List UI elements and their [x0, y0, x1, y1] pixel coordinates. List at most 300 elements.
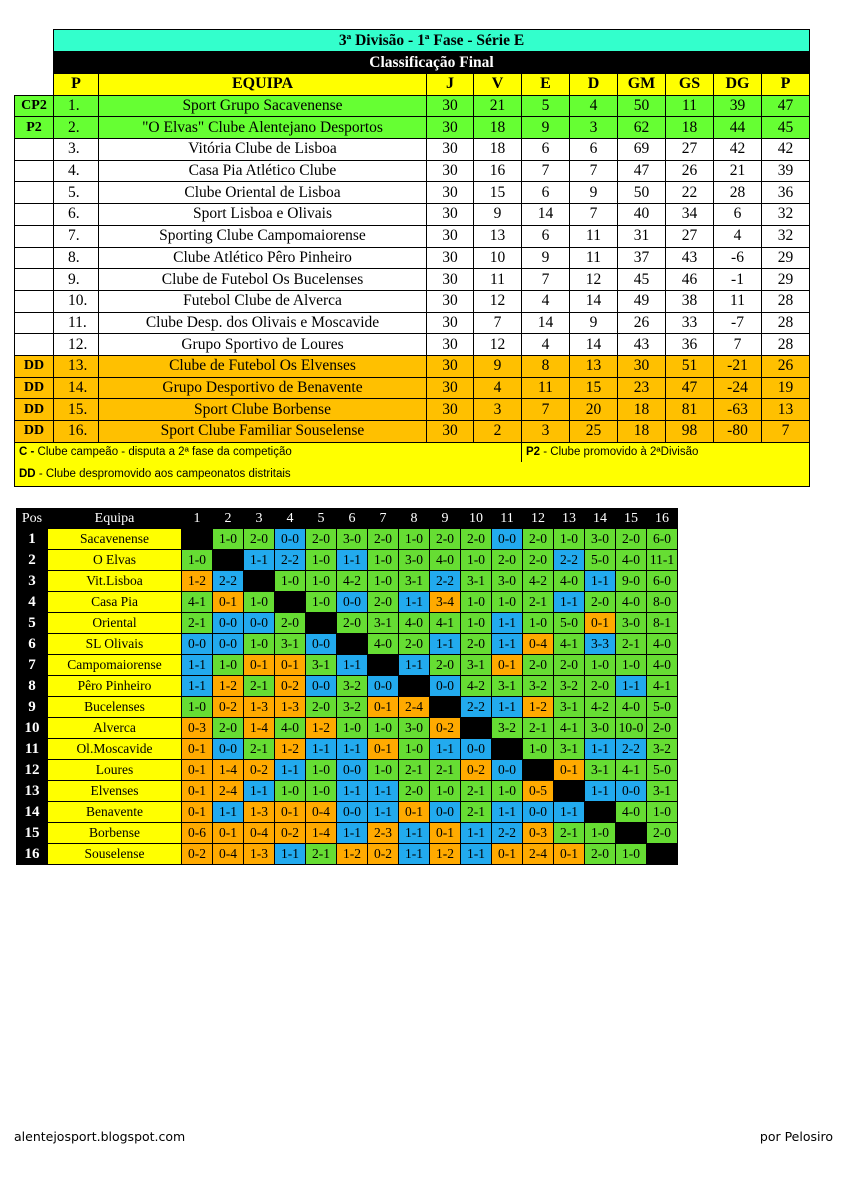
row-draws: 4 [522, 334, 570, 356]
row-goals-for: 50 [618, 95, 666, 117]
result-cell: 1-1 [585, 781, 616, 802]
result-cell: 1-1 [275, 844, 306, 865]
row-losses: 13 [570, 355, 618, 377]
matrix-row-number: 2 [17, 550, 48, 571]
row-goal-diff: -24 [714, 377, 762, 399]
status-tag [15, 160, 54, 182]
row-losses: 7 [570, 160, 618, 182]
status-tag [15, 247, 54, 269]
row-goals-against: 27 [666, 139, 714, 161]
result-cell: 1-1 [461, 823, 492, 844]
row-goals-for: 40 [618, 204, 666, 226]
result-cell: 2-0 [244, 529, 275, 550]
row-games: 30 [427, 95, 474, 117]
matrix-row-number: 10 [17, 718, 48, 739]
result-cell [182, 529, 213, 550]
result-cell: 0-1 [275, 802, 306, 823]
result-cell: 2-0 [430, 655, 461, 676]
result-cell: 0-1 [213, 823, 244, 844]
status-tag [15, 182, 54, 204]
row-position: 16. [54, 421, 99, 443]
row-goals-for: 26 [618, 312, 666, 334]
status-tag [15, 269, 54, 291]
row-points: 32 [762, 204, 810, 226]
result-cell: 1-1 [585, 739, 616, 760]
result-cell: 2-0 [616, 529, 647, 550]
result-cell: 0-1 [554, 760, 585, 781]
result-cell: 0-0 [213, 634, 244, 655]
result-cell [275, 592, 306, 613]
row-points: 28 [762, 334, 810, 356]
result-cell: 0-0 [337, 592, 368, 613]
result-cell: 3-0 [492, 571, 523, 592]
result-cell: 2-1 [461, 802, 492, 823]
standings-row [15, 377, 810, 399]
matrix-col-header: 8 [399, 509, 430, 529]
header-wins: V [474, 74, 522, 96]
row-team: Clube de Futebol Os Elvenses [99, 355, 427, 377]
result-cell: 2-2 [430, 571, 461, 592]
matrix-row [17, 802, 678, 823]
result-cell [492, 739, 523, 760]
result-cell: 2-2 [616, 739, 647, 760]
legend-dd-text: - Clube despromovido aos campeonatos distritais [38, 467, 291, 480]
row-goals-for: 23 [618, 377, 666, 399]
row-goal-diff: -80 [714, 421, 762, 443]
result-cell: 1-1 [554, 592, 585, 613]
header-team: EQUIPA [99, 74, 427, 96]
matrix-team-name: Elvenses [48, 781, 182, 802]
result-cell: 4-0 [647, 634, 678, 655]
result-cell: 0-2 [182, 844, 213, 865]
result-cell: 2-0 [523, 550, 554, 571]
result-cell: 3-0 [399, 718, 430, 739]
row-goals-for: 18 [618, 421, 666, 443]
row-wins: 9 [474, 204, 522, 226]
row-team: Sport Lisboa e Olivais [99, 204, 427, 226]
result-cell: 0-4 [213, 844, 244, 865]
result-cell: 1-1 [399, 844, 430, 865]
result-cell: 1-2 [306, 718, 337, 739]
matrix-team-name: Loures [48, 760, 182, 781]
result-cell: 2-1 [430, 760, 461, 781]
result-cell: 2-0 [337, 613, 368, 634]
result-cell: 1-0 [306, 592, 337, 613]
result-cell: 6-0 [647, 571, 678, 592]
result-cell: 1-1 [585, 571, 616, 592]
result-cell: 1-1 [244, 781, 275, 802]
matrix-pos-header: Pos [17, 509, 48, 529]
header-goals-against: GS [666, 74, 714, 96]
row-team: "O Elvas" Clube Alentejano Desportos [99, 117, 427, 139]
row-goals-against: 11 [666, 95, 714, 117]
row-goals-for: 31 [618, 225, 666, 247]
row-draws: 7 [522, 399, 570, 421]
result-cell: 3-2 [647, 739, 678, 760]
result-cell: 1-1 [430, 634, 461, 655]
result-cell: 0-0 [616, 781, 647, 802]
result-cell: 4-0 [275, 718, 306, 739]
matrix-row-number: 13 [17, 781, 48, 802]
row-draws: 3 [522, 421, 570, 443]
result-cell: 2-0 [585, 844, 616, 865]
standings-row [15, 290, 810, 312]
result-cell: 2-1 [523, 592, 554, 613]
result-cell: 1-3 [275, 697, 306, 718]
result-cell: 1-1 [213, 802, 244, 823]
result-cell: 2-4 [523, 844, 554, 865]
result-cell: 2-2 [554, 550, 585, 571]
row-team: Sporting Clube Campomaiorense [99, 225, 427, 247]
row-goals-for: 69 [618, 139, 666, 161]
row-games: 30 [427, 421, 474, 443]
legend-relegated [15, 462, 810, 486]
result-cell: 0-1 [430, 823, 461, 844]
result-cell: 3-1 [461, 571, 492, 592]
matrix-row [17, 592, 678, 613]
row-position: 1. [54, 95, 99, 117]
matrix-team-header: Equipa [48, 509, 182, 529]
matrix-row-number: 5 [17, 613, 48, 634]
result-cell: 5-0 [647, 760, 678, 781]
row-games: 30 [427, 334, 474, 356]
matrix-col-header: 5 [306, 509, 337, 529]
matrix-col-header: 13 [554, 509, 585, 529]
result-cell: 0-1 [182, 802, 213, 823]
result-cell: 1-0 [182, 550, 213, 571]
result-cell: 4-0 [554, 571, 585, 592]
result-cell: 2-0 [306, 529, 337, 550]
row-draws: 6 [522, 225, 570, 247]
row-draws: 11 [522, 377, 570, 399]
row-wins: 2 [474, 421, 522, 443]
result-cell: 0-2 [461, 760, 492, 781]
status-tag: DD [15, 399, 54, 421]
result-cell: 4-0 [647, 655, 678, 676]
result-cell: 0-0 [430, 676, 461, 697]
row-wins: 7 [474, 312, 522, 334]
matrix-team-name: Alverca [48, 718, 182, 739]
result-cell: 3-0 [616, 613, 647, 634]
result-cell: 4-1 [616, 760, 647, 781]
row-games: 30 [427, 182, 474, 204]
result-cell: 3-3 [585, 634, 616, 655]
row-goal-diff: 28 [714, 182, 762, 204]
result-cell: 1-3 [244, 844, 275, 865]
result-cell: 0-5 [523, 781, 554, 802]
row-draws: 6 [522, 139, 570, 161]
row-position: 12. [54, 334, 99, 356]
result-cell: 1-0 [523, 739, 554, 760]
row-team: Clube de Futebol Os Bucelenses [99, 269, 427, 291]
row-losses: 14 [570, 290, 618, 312]
result-cell [244, 571, 275, 592]
row-losses: 11 [570, 247, 618, 269]
result-cell: 5-0 [647, 697, 678, 718]
result-cell: 1-1 [337, 655, 368, 676]
row-points: 7 [762, 421, 810, 443]
row-games: 30 [427, 139, 474, 161]
header-goals-for: GM [618, 74, 666, 96]
matrix-row-number: 6 [17, 634, 48, 655]
result-cell [213, 550, 244, 571]
row-wins: 13 [474, 225, 522, 247]
result-cell: 4-1 [182, 592, 213, 613]
row-games: 30 [427, 117, 474, 139]
result-cell: 0-1 [213, 592, 244, 613]
result-cell: 1-1 [461, 844, 492, 865]
row-losses: 9 [570, 312, 618, 334]
result-cell: 4-2 [337, 571, 368, 592]
row-team: Clube Oriental de Lisboa [99, 182, 427, 204]
result-cell: 1-0 [616, 655, 647, 676]
result-cell: 1-2 [337, 844, 368, 865]
standings-row [15, 95, 810, 117]
result-cell: 2-0 [492, 550, 523, 571]
matrix-row-number: 7 [17, 655, 48, 676]
status-tag: CP2 [15, 95, 54, 117]
result-cell: 2-0 [554, 655, 585, 676]
result-cell: 4-1 [554, 718, 585, 739]
standings-row [15, 225, 810, 247]
result-cell: 2-2 [275, 550, 306, 571]
result-cell: 1-0 [523, 613, 554, 634]
result-cell: 1-0 [244, 634, 275, 655]
matrix-team-name: Sacavenense [48, 529, 182, 550]
row-points: 28 [762, 290, 810, 312]
result-cell [337, 634, 368, 655]
result-cell: 1-0 [213, 655, 244, 676]
table-title: 3ª Divisão - 1ª Fase - Série E [54, 30, 810, 52]
matrix-row-number: 12 [17, 760, 48, 781]
result-cell: 1-1 [244, 550, 275, 571]
row-team: Futebol Clube de Alverca [99, 290, 427, 312]
row-wins: 3 [474, 399, 522, 421]
matrix-row-number: 4 [17, 592, 48, 613]
result-cell: 2-4 [213, 781, 244, 802]
result-cell: 2-0 [275, 613, 306, 634]
matrix-team-name: Souselense [48, 844, 182, 865]
result-cell: 0-1 [368, 739, 399, 760]
result-cell: 4-0 [368, 634, 399, 655]
result-cell: 1-1 [492, 613, 523, 634]
row-games: 30 [427, 247, 474, 269]
row-goals-against: 27 [666, 225, 714, 247]
row-position: 13. [54, 355, 99, 377]
result-cell: 2-0 [399, 634, 430, 655]
result-cell: 2-0 [213, 718, 244, 739]
result-cell: 0-0 [244, 613, 275, 634]
result-cell: 3-1 [399, 571, 430, 592]
matrix-team-name: Bucelenses [48, 697, 182, 718]
row-points: 45 [762, 117, 810, 139]
row-points: 32 [762, 225, 810, 247]
row-goals-for: 30 [618, 355, 666, 377]
result-cell: 2-0 [368, 529, 399, 550]
matrix-team-name: Campomaiorense [48, 655, 182, 676]
result-cell: 9-0 [616, 571, 647, 592]
result-cell: 1-0 [585, 655, 616, 676]
row-team: Clube Atlético Pêro Pinheiro [99, 247, 427, 269]
row-wins: 12 [474, 290, 522, 312]
matrix-row-number: 11 [17, 739, 48, 760]
result-cell: 5-0 [585, 550, 616, 571]
result-cell: 2-0 [461, 634, 492, 655]
results-matrix [16, 508, 678, 865]
result-cell: 0-0 [182, 634, 213, 655]
legend-p2-text: - Clube promovido à 2ªDivisão [543, 446, 699, 459]
matrix-col-header: 1 [182, 509, 213, 529]
row-team: Sport Clube Borbense [99, 399, 427, 421]
result-cell: 1-1 [554, 802, 585, 823]
row-goals-for: 37 [618, 247, 666, 269]
result-cell: 5-0 [554, 613, 585, 634]
result-cell: 4-1 [554, 634, 585, 655]
row-losses: 20 [570, 399, 618, 421]
row-goal-diff: 7 [714, 334, 762, 356]
row-goals-against: 98 [666, 421, 714, 443]
matrix-col-header: 9 [430, 509, 461, 529]
row-goals-against: 34 [666, 204, 714, 226]
result-cell: 3-0 [337, 529, 368, 550]
matrix-col-header: 12 [523, 509, 554, 529]
row-goals-for: 45 [618, 269, 666, 291]
result-cell: 0-1 [492, 655, 523, 676]
row-position: 10. [54, 290, 99, 312]
row-goals-against: 18 [666, 117, 714, 139]
row-position: 14. [54, 377, 99, 399]
row-points: 29 [762, 269, 810, 291]
result-cell: 4-0 [616, 592, 647, 613]
result-cell: 0-4 [244, 823, 275, 844]
result-cell: 1-0 [585, 823, 616, 844]
result-cell: 0-4 [306, 802, 337, 823]
result-cell: 2-1 [554, 823, 585, 844]
result-cell: 4-2 [523, 571, 554, 592]
legend-champion [15, 442, 522, 462]
result-cell: 1-0 [647, 802, 678, 823]
row-points: 47 [762, 95, 810, 117]
result-cell: 3-1 [461, 655, 492, 676]
result-cell: 3-2 [337, 697, 368, 718]
result-cell: 1-2 [182, 571, 213, 592]
matrix-row [17, 571, 678, 592]
matrix-row-number: 15 [17, 823, 48, 844]
row-goals-against: 22 [666, 182, 714, 204]
row-goals-against: 26 [666, 160, 714, 182]
result-cell: 4-0 [430, 550, 461, 571]
row-wins: 12 [474, 334, 522, 356]
row-team: Casa Pia Atlético Clube [99, 160, 427, 182]
row-games: 30 [427, 269, 474, 291]
row-points: 29 [762, 247, 810, 269]
result-cell: 1-2 [275, 739, 306, 760]
result-cell: 2-1 [306, 844, 337, 865]
result-cell: 2-0 [523, 655, 554, 676]
result-cell: 0-1 [492, 844, 523, 865]
result-cell [306, 613, 337, 634]
result-cell: 0-3 [182, 718, 213, 739]
row-draws: 14 [522, 312, 570, 334]
result-cell: 0-1 [554, 844, 585, 865]
matrix-row [17, 634, 678, 655]
result-cell: 3-2 [492, 718, 523, 739]
result-cell [461, 718, 492, 739]
result-cell: 0-2 [275, 823, 306, 844]
row-goals-for: 62 [618, 117, 666, 139]
row-goals-against: 36 [666, 334, 714, 356]
row-goals-for: 18 [618, 399, 666, 421]
result-cell: 3-1 [554, 739, 585, 760]
result-cell: 2-0 [461, 529, 492, 550]
result-cell: 0-1 [182, 781, 213, 802]
result-cell: 3-0 [399, 550, 430, 571]
result-cell: 3-1 [492, 676, 523, 697]
matrix-row [17, 760, 678, 781]
row-wins: 11 [474, 269, 522, 291]
matrix-col-header: 7 [368, 509, 399, 529]
row-position: 3. [54, 139, 99, 161]
row-position: 8. [54, 247, 99, 269]
result-cell: 0-2 [430, 718, 461, 739]
row-goals-against: 33 [666, 312, 714, 334]
result-cell: 2-0 [306, 697, 337, 718]
row-points: 26 [762, 355, 810, 377]
result-cell: 0-1 [275, 655, 306, 676]
result-cell: 1-4 [244, 718, 275, 739]
result-cell: 1-0 [368, 718, 399, 739]
row-goal-diff: 39 [714, 95, 762, 117]
standings-row [15, 421, 810, 443]
result-cell: 2-0 [399, 781, 430, 802]
result-cell: 1-3 [244, 697, 275, 718]
legend-dd-key: DD [19, 467, 36, 480]
result-cell: 0-1 [182, 760, 213, 781]
result-cell: 1-0 [306, 760, 337, 781]
matrix-row-number: 1 [17, 529, 48, 550]
row-goals-against: 43 [666, 247, 714, 269]
result-cell: 1-0 [461, 613, 492, 634]
legend-p2-key: P2 [526, 446, 541, 459]
row-draws: 9 [522, 117, 570, 139]
result-cell: 1-0 [182, 697, 213, 718]
result-cell: 0-0 [275, 529, 306, 550]
result-cell [523, 760, 554, 781]
result-cell: 6-0 [647, 529, 678, 550]
row-losses: 15 [570, 377, 618, 399]
matrix-row [17, 655, 678, 676]
result-cell: 2-0 [430, 529, 461, 550]
footer-author: por Pelosiro [759, 1129, 833, 1144]
row-goals-for: 43 [618, 334, 666, 356]
matrix-row-number: 16 [17, 844, 48, 865]
result-cell: 4-0 [616, 550, 647, 571]
header-draws: E [522, 74, 570, 96]
result-cell: 3-2 [523, 676, 554, 697]
row-losses: 14 [570, 334, 618, 356]
legend-promoted [522, 442, 810, 462]
result-cell: 4-1 [647, 676, 678, 697]
row-losses: 25 [570, 421, 618, 443]
row-goal-diff: -7 [714, 312, 762, 334]
row-games: 30 [427, 225, 474, 247]
result-cell: 10-0 [616, 718, 647, 739]
matrix-row-number: 8 [17, 676, 48, 697]
matrix-row [17, 739, 678, 760]
row-wins: 4 [474, 377, 522, 399]
row-position: 11. [54, 312, 99, 334]
row-draws: 4 [522, 290, 570, 312]
